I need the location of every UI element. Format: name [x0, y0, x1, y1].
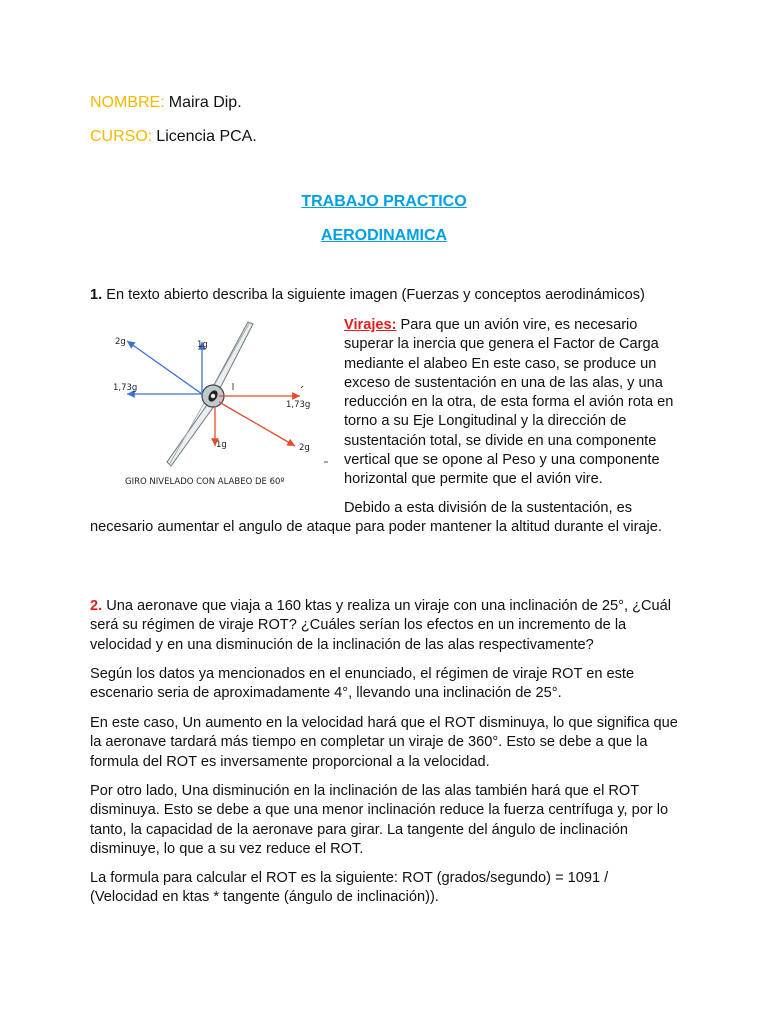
- question-2: [90, 597, 680, 655]
- total-lift-arrow: [127, 341, 202, 394]
- answer-2-paragraph-2: En este caso, Un aumento en la velocidad hará que el ROT disminuya, lo que significa que la aeronave tardará más tiempo en completar un viraje de 360°. Esto se debe a que la formula del ROT es inversamente proporcional a la velocidad.: [90, 715, 678, 770]
- answer-2-paragraph-3: Por otro lado, Una disminución en la inclinación de las alas también hará que el ROT disminuya. Esto se debe a que una menor inclinación reduce la fuerza centrífuga y, por lo tanto, la capacidad de la aeronave para girar. La tangente del ángulo de inclinación disminuye, lo que a su vez reduce el ROT.: [90, 783, 669, 857]
- question-2-number: 2.: [90, 598, 103, 614]
- course-label: CURSO:: [90, 128, 153, 145]
- question-1-number: 1.: [90, 287, 103, 303]
- question-1-text: En texto abierto describa la siguiente imagen (Fuerzas y conceptos aerodinámicos): [106, 287, 645, 303]
- label-173-right: 1,73g: [286, 400, 311, 410]
- course-field: [90, 128, 257, 146]
- course-value: Licencia PCA.: [156, 128, 257, 145]
- title-trabajo-practico: TRABAJO PRACTICO: [301, 193, 467, 210]
- label-1g-top: 1g: [197, 340, 208, 350]
- name-field: [90, 94, 242, 112]
- label-173-left: 1,73g: [113, 383, 138, 393]
- question-1: [90, 286, 645, 304]
- answer-2-paragraph-4: La formula para calcular el ROT es la siguiente: ROT (grados/segundo) = 1091 / (Velocidad en ktas * tangente (ángulo de inclinación)).: [90, 870, 609, 906]
- followup-paragraph: Debido a esta división de la sustentación, es necesario aumentar el angulo de ataque para poder mantener la altitud durante el viraje.: [90, 500, 662, 536]
- title-aerodinamica: AERODINAMICA: [320, 227, 448, 244]
- diagram-caption: GIRO NIVELADO CON ALABEO DE 60º: [125, 477, 285, 487]
- turn-forces-diagram: [105, 316, 335, 494]
- label-1g-bottom: 1g: [216, 440, 227, 450]
- virajes-label: Virajes:: [344, 317, 397, 333]
- answer-2-paragraph-1: Según los datos ya mencionados en el enunciado, el régimen de viraje ROT en este escenario seria de aproximadamente 4°, llevando una inclinación de 25°.: [90, 666, 635, 702]
- virajes-paragraph: [344, 316, 680, 490]
- question-2-text: Una aeronave que viaja a 160 ktas y realiza un viraje con una inclinación de 25°, ¿Cuál será su régimen de viraje ROT? ¿Cuáles serían los efectos en un incremento de la velocidad y en una disminución de la inclinación de las alas respectivamente?: [90, 598, 672, 653]
- load-factor-arrow: [219, 402, 295, 446]
- virajes-text: Para que un avión vire, es necesario superar la inercia que genera el Factor de Carga mediante el alabeo En este caso, se produce un exceso de sustentación en una de las alas, y una reducción en la otra, de esta forma el avión rota en torno a su Eje Longitudinal y la dirección de sustentación total, se divide en una componente vertical que se opone al Peso y una componente horizontal que permite que el avión vire.: [344, 317, 674, 488]
- name-label: NOMBRE:: [90, 94, 165, 111]
- label-2g-right: 2g: [299, 443, 310, 453]
- label-2g-left: 2g: [115, 337, 126, 347]
- name-value: Maira Dip.: [168, 94, 242, 111]
